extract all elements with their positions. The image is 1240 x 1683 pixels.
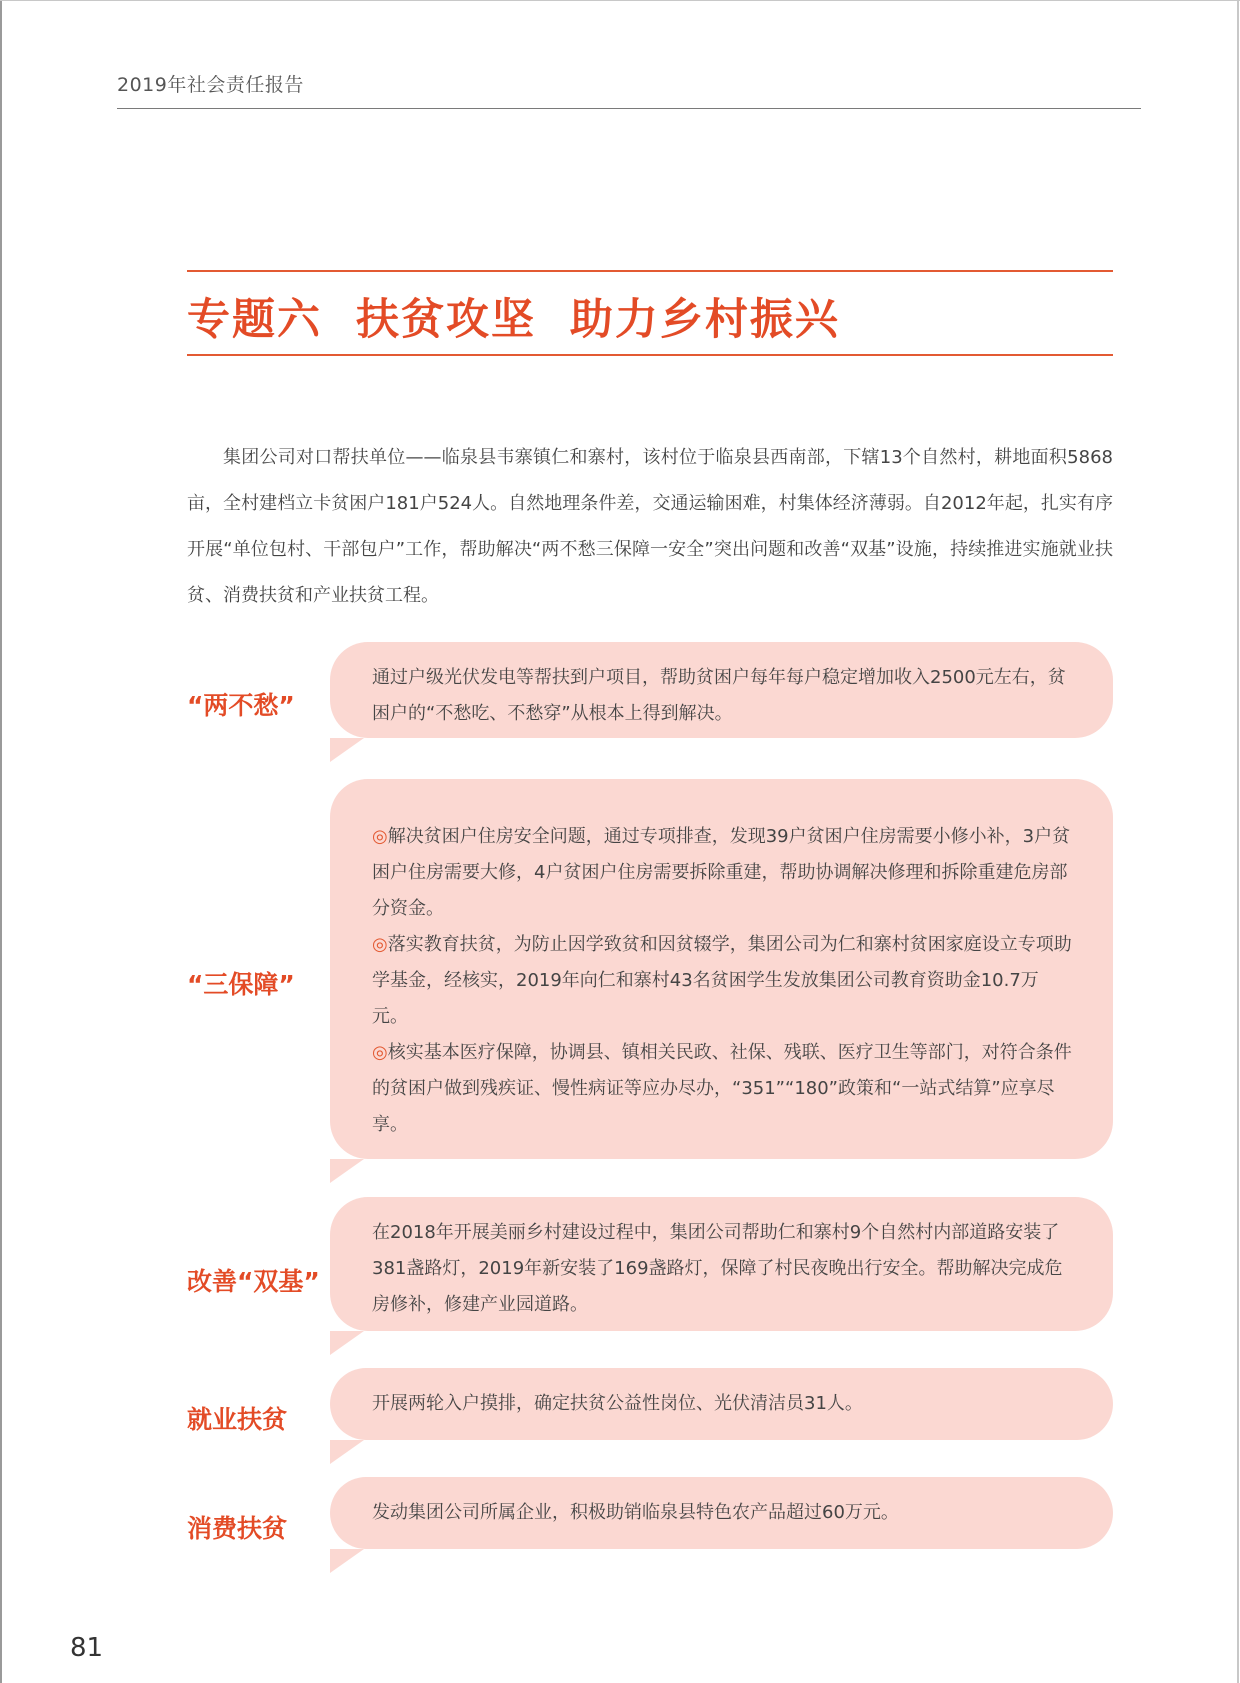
bubble-tail — [330, 1331, 364, 1355]
page-border-right — [1237, 0, 1239, 1683]
bullet-item — [372, 927, 1073, 1035]
intro-paragraph: 集团公司对口帮扶单位——临泉县韦寨镇仁和寨村，该村位于临泉县西南部，下辖13个自然村，耕地面积5868亩，全村建档立卡贫困户181户524人。自然地理条件差，交通运输困难，村集体经济薄弱。自2012年起，扎实有序开展“单位包村、干部包户”工作，帮助解决“两不愁三保障一安全”突出问题和改善“双基”设施，持续推进实施就业扶贫、消费扶贫和产业扶贫工程。 — [187, 447, 1113, 606]
section-text: 发动集团公司所属企业，积极助销临泉县特色农产品超过60万元。 — [372, 1502, 899, 1523]
page-border-left — [0, 0, 2, 1683]
header-divider — [117, 108, 1141, 109]
section-label-sanbaozhang: “三保障” — [187, 970, 295, 999]
bubble-tail — [330, 738, 364, 762]
section-text: 开展两轮入户摸排，确定扶贫公益性岗位、光伏清洁员31人。 — [372, 1393, 863, 1414]
bubble-tail — [330, 1159, 364, 1183]
bullet-icon: ◎ — [372, 826, 388, 847]
bullet-item — [372, 819, 1073, 927]
section-bubble-sanbaozhang — [330, 779, 1113, 1159]
bullet-icon: ◎ — [372, 1042, 388, 1063]
running-header: 2019年社会责任报告 — [117, 74, 304, 96]
page-title: 专题六 扶贫攻坚 助力乡村振兴 — [187, 295, 840, 345]
page-border-top — [0, 0, 1240, 1]
section-bubble-jiuye — [330, 1368, 1113, 1440]
bullet-text: 落实教育扶贫，为防止因学致贫和因贫辍学，集团公司为仁和寨村贫困家庭设立专项助学基金，经核实，2019年向仁和寨村43名贫困学生发放集团公司教育资助金10.7万元。 — [372, 934, 1072, 1027]
section-text: 在2018年开展美丽乡村建设过程中，集团公司帮助仁和寨村9个自然村内部道路安装了381盏路灯，2019年新安装了169盏路灯，保障了村民夜晚出行安全。帮助解决完成危房修补，修建产业园道路。 — [372, 1222, 1063, 1315]
section-text: 通过户级光伏发电等帮扶到户项目，帮助贫困户每年每户稳定增加收入2500元左右，贫困户的“不愁吃、不愁穿”从根本上得到解决。 — [372, 667, 1066, 724]
page-number: 81 — [70, 1633, 104, 1663]
title-rule-top — [187, 270, 1113, 272]
section-bubble-liangbuchou — [330, 642, 1113, 738]
section-label-shuangji: 改善“双基” — [187, 1267, 320, 1296]
bullet-text: 核实基本医疗保障，协调县、镇相关民政、社保、残联、医疗卫生等部门，对符合条件的贫困户做到残疾证、慢性病证等应办尽办，“351”“180”政策和“一站式结算”应享尽享。 — [372, 1042, 1072, 1135]
section-bubble-shuangji — [330, 1197, 1113, 1331]
section-label-xiaofei: 消费扶贫 — [187, 1514, 288, 1543]
bullet-text: 解决贫困户住房安全问题，通过专项排查，发现39户贫困户住房需要小修小补，3户贫困户住房需要大修，4户贫困户住房需要拆除重建，帮助协调解决修理和拆除重建危房部分资金。 — [372, 826, 1071, 919]
bubble-tail — [330, 1440, 364, 1464]
section-label-liangbuchou: “两不愁” — [187, 691, 295, 720]
section-bubble-xiaofei — [330, 1477, 1113, 1549]
bullet-item — [372, 1035, 1073, 1143]
bubble-tail — [330, 1549, 364, 1573]
title-rule-bottom — [187, 354, 1113, 356]
bullet-icon: ◎ — [372, 934, 388, 955]
section-label-jiuye: 就业扶贫 — [187, 1405, 288, 1434]
